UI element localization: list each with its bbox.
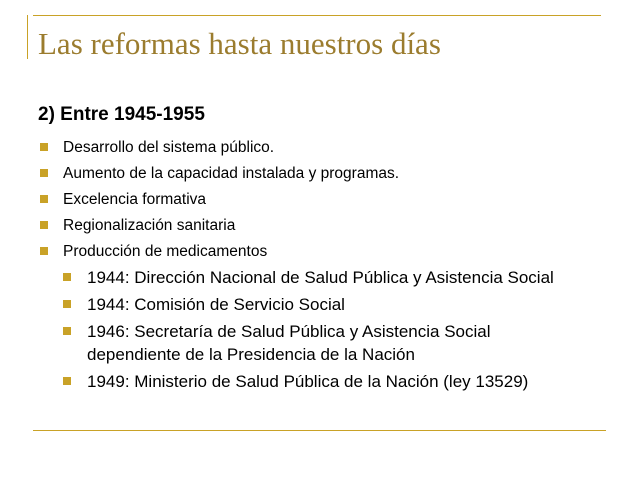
bullet-text: Regionalización sanitaria bbox=[63, 217, 236, 234]
bullet-text: Desarrollo del sistema público. bbox=[63, 139, 275, 156]
sub-bullet-list bbox=[63, 266, 618, 393]
square-bullet-icon bbox=[63, 273, 71, 281]
square-bullet-icon bbox=[40, 221, 48, 229]
square-bullet-icon bbox=[40, 143, 48, 151]
bullet-list bbox=[38, 135, 618, 397]
left-rule bbox=[27, 15, 28, 59]
bullet-text: Producción de medicamentos bbox=[63, 243, 268, 260]
square-bullet-icon bbox=[63, 300, 71, 308]
bottom-rule bbox=[33, 430, 606, 431]
bullet-text: Aumento de la capacidad instalada y programas. bbox=[63, 165, 400, 182]
square-bullet-icon bbox=[40, 247, 48, 255]
sub-bullet-text: 1946: Secretaría de Salud Pública y Asistencia Social bbox=[87, 322, 491, 341]
square-bullet-icon bbox=[63, 377, 71, 385]
sub-bullet-text: 1944: Comisión de Servicio Social bbox=[87, 295, 345, 314]
list-item bbox=[38, 213, 618, 239]
list-item bbox=[38, 161, 618, 187]
sub-bullet-text: 1944: Dirección Nacional de Salud Pública y Asistencia Social bbox=[87, 268, 554, 287]
sub-bullet-text-continuation: dependiente de la Presidencia de la Nación bbox=[87, 345, 415, 364]
square-bullet-icon bbox=[40, 195, 48, 203]
square-bullet-icon bbox=[63, 327, 71, 335]
sub-list-item bbox=[63, 293, 618, 316]
square-bullet-icon bbox=[40, 169, 48, 177]
bullet-text: Excelencia formativa bbox=[63, 191, 207, 208]
list-item bbox=[38, 239, 618, 393]
list-item bbox=[38, 135, 618, 161]
slide-title: Las reformas hasta nuestros días bbox=[38, 26, 441, 61]
list-item bbox=[38, 187, 618, 213]
sub-list-item bbox=[63, 266, 618, 289]
sub-list-item bbox=[63, 370, 618, 393]
sub-bullet-text: 1949: Ministerio de Salud Pública de la Nación (ley 13529) bbox=[87, 372, 529, 391]
sub-list-item bbox=[63, 320, 618, 366]
top-rule bbox=[33, 15, 601, 16]
section-heading: 2) Entre 1945-1955 bbox=[38, 104, 205, 125]
